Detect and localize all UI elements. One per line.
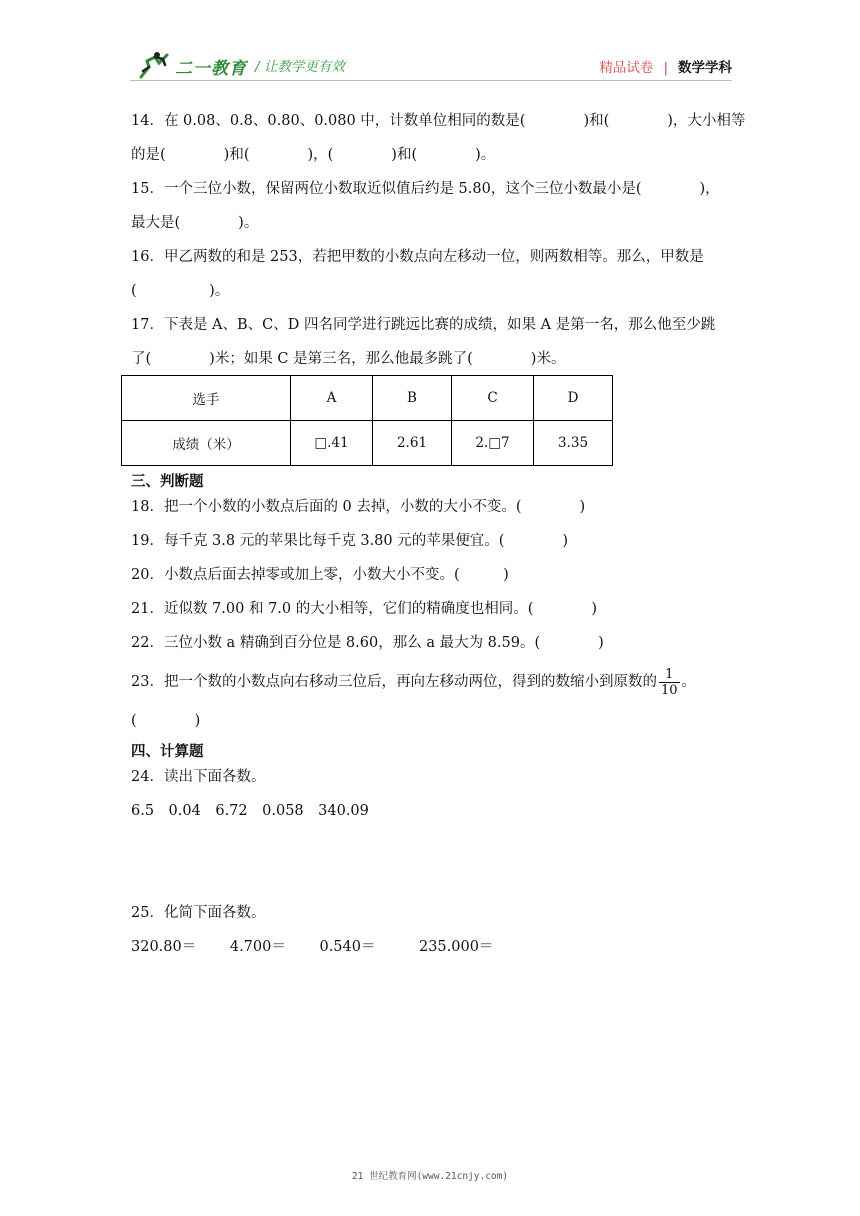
table-cell: D (534, 376, 613, 421)
question-20: 20．小数点后面去掉零或加上零，小数大小不变。( ) (131, 567, 509, 583)
section-title-calculation: 四、计算题 (131, 744, 204, 760)
section-title-judgement: 三、判断题 (131, 474, 204, 490)
table-cell: □.41 (291, 421, 373, 466)
question-16-line2: ( )。 (131, 283, 230, 299)
question-14-line1: 14．在 0.08、0.8、0.80、0.080 中，计数单位相同的数是( )和( )，大小相等 (131, 113, 746, 129)
table-cell: C (452, 376, 534, 421)
question-22: 22．三位小数 a 精确到百分位是 8.60，那么 a 最大为 8.59。( ) (131, 635, 604, 651)
tag-subject: 数学学科 (678, 60, 732, 76)
question-25: 25．化简下面各数。 (131, 905, 266, 921)
table-header-row (122, 376, 613, 421)
question-24-numbers: 6.5 0.04 6.72 0.058 340.09 (131, 803, 369, 819)
question-17-line1: 17．下表是 A、B、C、D 四名同学进行跳远比赛的成绩，如果 A 是第一名，那么他至少跳 (131, 317, 716, 333)
question-15-line1: 15．一个三位小数，保留两位小数取近似值后约是 5.80，这个三位小数最小是( )， (131, 181, 720, 197)
question-23-end: 。 (681, 674, 696, 690)
question-15-line2: 最大是( )。 (131, 215, 259, 231)
question-17-line2: 了( )米；如果 C 是第三名，那么他最多跳了( )米。 (131, 351, 566, 367)
question-18: 18．把一个小数的小数点后面的 0 去掉，小数的大小不变。( ) (131, 499, 586, 515)
table-cell: B (373, 376, 452, 421)
score-table (121, 375, 613, 466)
table-row (122, 421, 613, 466)
table-cell: 选手 (122, 376, 291, 421)
fraction-denominator: 10 (660, 682, 678, 698)
fraction-numerator: 1 (659, 667, 680, 683)
tag-quality: 精品试卷 (599, 60, 654, 76)
runner-logo-icon (137, 51, 171, 81)
table-cell: 2.61 (373, 421, 452, 466)
question-16-line1: 16．甲乙两数的和是 253，若把甲数的小数点向左移动一位，则两数相等。那么，甲数是 (131, 249, 704, 265)
table-cell: 成绩（米） (122, 421, 291, 466)
question-21: 21．近似数 7.00 和 7.0 的大小相等，它们的精确度也相同。( ) (131, 601, 598, 617)
brand-logo (137, 50, 247, 82)
logo-text: 二一教育 (175, 58, 247, 79)
question-14-line2: 的是( )和( )，( )和( )。 (131, 147, 496, 163)
table-cell: 3.35 (534, 421, 613, 466)
header-tags (599, 56, 732, 76)
question-24: 24．读出下面各数。 (131, 769, 266, 785)
tag-separator: | (663, 60, 668, 76)
table-cell: A (291, 376, 373, 421)
table-cell: 2.□7 (452, 421, 534, 466)
header-divider (130, 80, 732, 81)
question-23-answer: ( ) (131, 713, 201, 729)
fraction-one-tenth (659, 667, 680, 698)
question-25-numbers: 320.80＝ 4.700＝ 0.540＝ 235.000＝ (131, 939, 494, 955)
question-23 (131, 664, 696, 700)
question-19: 19．每千克 3.8 元的苹果比每千克 3.80 元的苹果便宜。( ) (131, 533, 569, 549)
page-footer: 21 世纪教育网(www.21cnjy.com) (351, 1171, 509, 1182)
question-23-text: 23．把一个数的小数点向右移动三位后，再向左移动两位，得到的数缩小到原数的 (131, 674, 657, 690)
slogan: / 让教学更有效 (255, 59, 345, 75)
